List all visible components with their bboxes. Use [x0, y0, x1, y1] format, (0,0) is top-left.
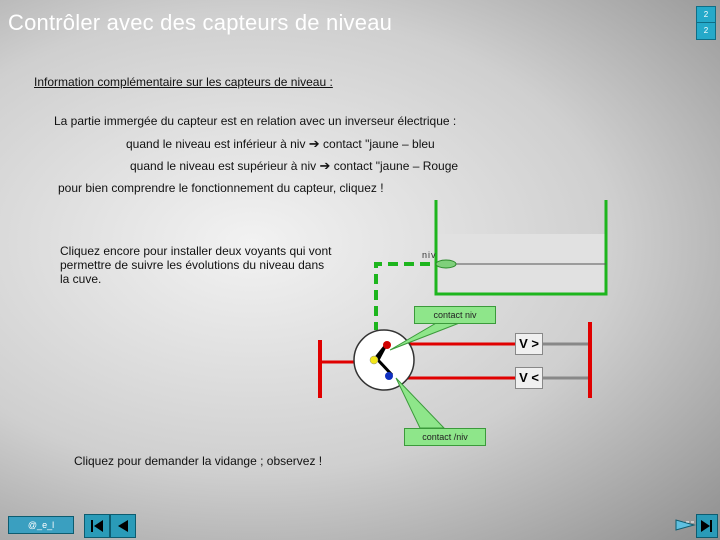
page-title: Contrôler avec des capteurs de niveau: [8, 10, 393, 35]
right-arrow-icon: ➔: [308, 136, 320, 151]
first-page-icon: [85, 515, 109, 537]
note-voyants[interactable]: Cliquez encore pour installer deux voyants qui vont permettre de suivre les évolutions du niveau dans la cuve.: [60, 244, 332, 286]
text-line-4[interactable]: pour bien comprendre le fonctionnement du capteur, cliquez !: [58, 181, 384, 195]
last-page-icon: [697, 515, 717, 537]
contact-blue: [385, 372, 393, 380]
next-page-button[interactable]: [674, 514, 696, 536]
right-arrow-icon: ➔: [319, 158, 331, 173]
prev-page-icon: [111, 515, 135, 537]
contact-yellow: [370, 356, 378, 364]
inverter-switch[interactable]: [354, 330, 414, 390]
text-line-2b: contact "jaune – bleu: [323, 137, 435, 151]
voyant-low: V <: [515, 367, 543, 389]
last-page-button[interactable]: [696, 514, 718, 538]
callout-contact-not-niv: contact /niv: [404, 428, 486, 446]
text-line-3b: contact "jaune – Rouge: [333, 159, 459, 173]
author-signature: @_e_l: [8, 516, 74, 534]
first-page-button[interactable]: [84, 514, 110, 538]
contact-red: [383, 341, 391, 349]
page-current: 2: [696, 6, 716, 24]
text-line-1: La partie immergée du capteur est en relation avec un inverseur électrique :: [54, 114, 457, 128]
text-line-2a: quand le niveau est inférieur à niv: [126, 137, 306, 151]
note-vidange[interactable]: Cliquez pour demander la vidange ; observez !: [74, 454, 323, 468]
niv-label: niv: [422, 250, 437, 260]
prev-page-button[interactable]: [110, 514, 136, 538]
callout-contact-niv: contact niv: [414, 306, 496, 324]
callout-pointer-bottom: [396, 378, 444, 428]
next-page-icon: [674, 514, 696, 536]
info-heading: Information complémentaire sur les capteurs de niveau :: [34, 75, 333, 89]
float-sensor: [436, 260, 456, 268]
page-total: 2: [696, 22, 716, 40]
voyant-high: V >: [515, 333, 543, 355]
text-line-3a: quand le niveau est supérieur à niv: [130, 159, 317, 173]
